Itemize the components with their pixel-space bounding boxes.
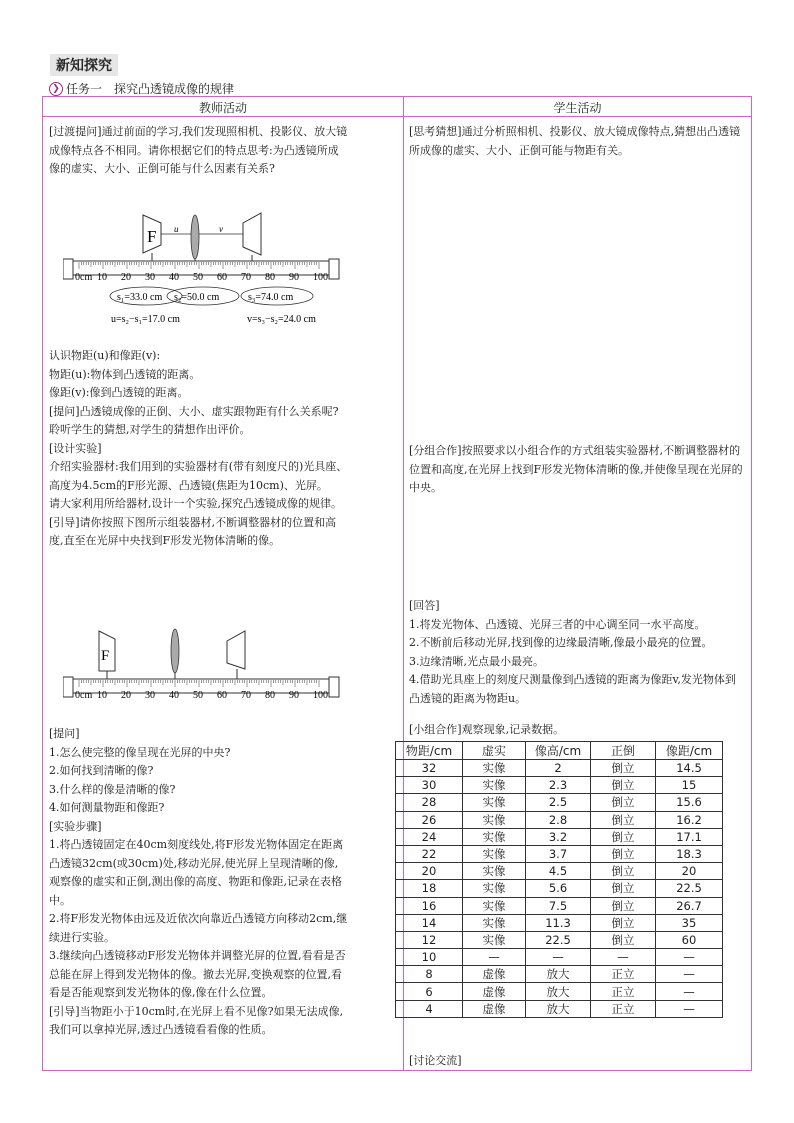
v-label: v [219, 224, 223, 234]
u-label: u [174, 224, 179, 234]
distance-definitions [49, 347, 349, 551]
scale-label: 80 [265, 272, 275, 283]
table-row [396, 897, 723, 914]
table-row [396, 949, 723, 966]
paragraph: 观察现象,记录数据。 [461, 723, 565, 736]
screen-icon [243, 213, 261, 255]
scale-label: 30 [145, 272, 155, 283]
scale-label: 60 [217, 272, 227, 283]
table-cell: 35 [656, 914, 723, 931]
table-cell: 24 [396, 828, 463, 845]
u-equation: u=s₂−s₁=17.0 cm [111, 314, 180, 325]
paragraph: 当物距小于10cm时,在光屏上看不见像?如果无法成像,我们可以拿掉光屏,透过凸透镜看看像的性质。 [49, 1004, 344, 1036]
table-cell: 倒立 [591, 863, 656, 880]
table-cell: 2.3 [526, 777, 591, 794]
header-cell: 像距/cm [656, 742, 723, 760]
header-cell: 物距/cm [396, 742, 463, 760]
table-cell: 20 [396, 863, 463, 880]
table-cell: 2 [526, 760, 591, 777]
scale-label: 0cm [75, 272, 93, 283]
table-cell: 30 [396, 777, 463, 794]
s2-label: s₂=50.0 cm [174, 292, 220, 303]
transition-question [49, 123, 349, 179]
table-cell: 虚像 [463, 983, 526, 1000]
object-letter: F [101, 648, 110, 664]
table-cell: 倒立 [591, 811, 656, 828]
table-cell: 22.5 [526, 931, 591, 948]
tag: [小组合作] [409, 723, 462, 736]
table-cell: 虚像 [463, 1000, 526, 1017]
table-cell: 16.2 [656, 811, 723, 828]
step: 1.将凸透镜固定在40cm刻度线处,将F形发光物体固定在距离凸透镜32cm(或30cm)处,移动光屏,使光屏上呈现清晰的像,观察像的虚实和正倒,测出像的高度、物距和像距,记录在表格中。 [49, 838, 344, 907]
tag: [分组合作] [409, 444, 462, 457]
table-cell: 17.1 [656, 828, 723, 845]
scale-label: 40 [169, 272, 179, 283]
question: 1.怎么使完整的像呈现在光屏的中央? [49, 745, 231, 759]
student-column-header: 学生活动 [553, 101, 602, 115]
tag: [过渡提问] [49, 125, 102, 138]
task-title: 任务一 探究凸透镜成像的规律 [66, 82, 235, 96]
table-cell: — [656, 949, 723, 966]
table-cell: 3.2 [526, 828, 591, 845]
table-cell: 实像 [463, 828, 526, 845]
table-cell: 22 [396, 845, 463, 862]
table-cell: 12 [396, 931, 463, 948]
table-cell: 放大 [526, 966, 591, 983]
table-cell: 26 [396, 811, 463, 828]
questions-and-steps [49, 725, 349, 1040]
table-row [396, 811, 723, 828]
table-cell: 6 [396, 983, 463, 1000]
table-cell: 26.7 [656, 897, 723, 914]
table-cell: 实像 [463, 794, 526, 811]
paragraph: 通过前面的学习,我们发现照相机、投影仪、放大镜成像特点各不相同。请你根据它们的特点思考:为凸透镜所成像的虚实、大小、正倒可能与什么因素有关系? [49, 125, 348, 175]
s1-label: s₁=33.0 cm [117, 292, 163, 303]
paragraph: 按照要求以小组合作的方式组装实验器材,不断调整器材的位置和高度,在光屏上找到F形发光物体清晰的像,并使像呈现在光屏的中央。 [409, 444, 743, 494]
table-cell: 倒立 [591, 828, 656, 845]
question: 4.如何测量物距和像距? [49, 801, 165, 814]
table-cell: 实像 [463, 845, 526, 862]
table-cell: — [656, 966, 723, 983]
table-row [396, 777, 723, 794]
scale-label: 20 [121, 272, 131, 283]
table-cell: 8 [396, 966, 463, 983]
student-guess [409, 123, 745, 160]
table-cell: — [526, 949, 591, 966]
step: 2.将F形发光物体由远及近依次向靠近凸透镜方向移动2cm,继续进行实验。 [49, 912, 348, 944]
header-cell: 正倒 [591, 742, 656, 760]
tag: [实验步骤] [49, 819, 102, 833]
table-cell: 虚像 [463, 966, 526, 983]
chevron-right-icon: ❯ [49, 82, 63, 96]
answer: 3.边缘清晰,光点最小最亮。 [409, 654, 544, 668]
paragraph: 像距(v):像到凸透镜的距离。 [49, 386, 189, 399]
table-cell: 正立 [591, 983, 656, 1000]
table-cell: 倒立 [591, 794, 656, 811]
teacher-column-header: 教师活动 [198, 101, 247, 115]
header-cell: 像高/cm [526, 742, 591, 760]
table-cell: 11.3 [526, 914, 591, 931]
table-cell: 3.7 [526, 845, 591, 862]
table-cell: 放大 [526, 1000, 591, 1017]
table-cell: 20 [656, 863, 723, 880]
table-cell: 实像 [463, 880, 526, 897]
table-cell: 10 [396, 949, 463, 966]
object-letter: F [147, 227, 157, 246]
table-row [396, 914, 723, 931]
table-cell: 60 [656, 931, 723, 948]
paragraph: 介绍实验器材:我们用到的实验器材有(带有刻度尺的)光具座、高度为4.5cm的F形光源、凸透镜(焦距为10cm)、光屏。 [49, 460, 348, 492]
scale-label: 60 [217, 690, 227, 701]
table-cell: — [656, 1000, 723, 1017]
table-row [396, 931, 723, 948]
table-row [396, 880, 723, 897]
table-cell: — [463, 949, 526, 966]
table-cell: 22.5 [656, 880, 723, 897]
table-cell: 5.6 [526, 880, 591, 897]
screen-icon [227, 631, 245, 669]
table-cell: 实像 [463, 897, 526, 914]
scale-label: 10 [97, 690, 107, 701]
scale-label: 40 [169, 690, 179, 701]
tag: [设计实验] [49, 441, 102, 455]
table-cell: 实像 [463, 931, 526, 948]
table-row [396, 863, 723, 880]
table-cell: 4.5 [526, 863, 591, 880]
scale-label: 90 [289, 690, 299, 701]
question: 3.什么样的像是清晰的像? [49, 782, 176, 796]
table-header-row [396, 742, 723, 760]
section-title: 新知探究 [50, 54, 118, 76]
table-cell: 倒立 [591, 897, 656, 914]
table-cell: 倒立 [591, 931, 656, 948]
s3-label: s₃=74.0 cm [248, 292, 294, 303]
table-row [396, 760, 723, 777]
table-cell: 实像 [463, 760, 526, 777]
student-answers [409, 597, 745, 708]
table-cell: 2.5 [526, 794, 591, 811]
table-cell: 28 [396, 794, 463, 811]
table-cell: — [656, 983, 723, 1000]
table-cell: 倒立 [591, 914, 656, 931]
tag: [提问] [49, 404, 80, 418]
scale-label: 50 [193, 690, 203, 701]
paragraph: 凸透镜成像的正倒、大小、虚实跟物距有什么关系呢?聆听学生的猜想,对学生的猜想作出评价。 [49, 404, 339, 436]
answer: 4.借助光具座上的刻度尺测量像到凸透镜的距离为像距v,发光物体到凸透镜的距离为物距u。 [409, 673, 736, 705]
header-cell: 虚实 [463, 742, 526, 760]
tag: [思考猜想] [409, 125, 462, 138]
table-cell: 正立 [591, 966, 656, 983]
student-observe [409, 721, 745, 740]
data-table [395, 741, 723, 1018]
table-row [396, 983, 723, 1000]
scale-label: 100 [313, 690, 328, 701]
tag: [引导] [49, 515, 80, 529]
table-cell: 倒立 [591, 845, 656, 862]
paragraph: 物距(u):物体到凸透镜的距离。 [49, 367, 201, 381]
scale-label: 90 [289, 272, 299, 283]
table-cell: 14 [396, 914, 463, 931]
lens-figure-1 [63, 207, 363, 342]
table-cell: 15.6 [656, 794, 723, 811]
paragraph: 认识物距(u)和像距(v): [49, 349, 161, 362]
table-cell: 实像 [463, 777, 526, 794]
tag: [回答] [409, 599, 440, 612]
table-row [396, 1000, 723, 1017]
task-title-row [49, 80, 234, 97]
lens-figure-2 [63, 627, 363, 715]
table-cell: 14.5 [656, 760, 723, 777]
student-discussion [409, 1052, 745, 1071]
scale-label: 70 [241, 690, 251, 701]
table-cell: 18.3 [656, 845, 723, 862]
v-equation: v=s₃−s₂=24.0 cm [247, 314, 316, 325]
table-cell: 实像 [463, 863, 526, 880]
lesson-table [42, 96, 752, 1071]
table-cell: 4 [396, 1000, 463, 1017]
paragraph: 请你按照下图所示组装器材,不断调整器材的位置和高度,直至在光屏中央找到F形发光物体清晰的像。 [49, 515, 337, 547]
table-cell: 32 [396, 760, 463, 777]
lens-icon [171, 629, 179, 673]
table-row [396, 845, 723, 862]
scale-label: 80 [265, 690, 275, 701]
scale-label: 50 [193, 272, 203, 283]
table-cell: 倒立 [591, 760, 656, 777]
paragraph: 请大家利用所给器材,设计一个实验,探究凸透镜成像的规律。 [49, 497, 342, 510]
header-divider [43, 116, 751, 117]
paragraph: 通过分析照相机、投影仪、放大镜成像特点,猜想出凸透镜所成像的虚实、大小、正倒可能与物距有关。 [409, 125, 741, 157]
scale-label: 30 [145, 690, 155, 701]
table-cell: — [591, 949, 656, 966]
table-cell: 放大 [526, 983, 591, 1000]
tag: [提问] [49, 727, 80, 740]
table-cell: 15 [656, 777, 723, 794]
answer: 2.不断前后移动光屏,找到像的边缘最清晰,像最小最亮的位置。 [409, 636, 713, 649]
tag: [讨论交流] [409, 1054, 462, 1067]
table-cell: 7.5 [526, 897, 591, 914]
table-cell: 倒立 [591, 777, 656, 794]
scale-label: 0cm [75, 690, 93, 701]
answer: 1.将发光物体、凸透镜、光屏三者的中心调至同一水平高度。 [409, 617, 706, 631]
scale-label: 100 [313, 272, 328, 283]
table-row [396, 966, 723, 983]
table-cell: 倒立 [591, 880, 656, 897]
table-cell: 正立 [591, 1000, 656, 1017]
table-cell: 18 [396, 880, 463, 897]
question: 2.如何找到清晰的像? [49, 764, 154, 777]
scale-label: 20 [121, 690, 131, 701]
tag: [引导] [49, 1004, 80, 1018]
table-cell: 实像 [463, 914, 526, 931]
step: 3.继续向凸透镜移动F形发光物体并调整光屏的位置,看看是否总能在屏上得到发光物体的像。撤去光屏,变换观察的位置,看看是否能观察到发光物体的像,像在什么位置。 [49, 949, 346, 999]
table-row [396, 828, 723, 845]
scale-label: 70 [241, 272, 251, 283]
table-cell: 2.8 [526, 811, 591, 828]
table-cell: 实像 [463, 811, 526, 828]
student-group-work [409, 442, 745, 498]
table-cell: 16 [396, 897, 463, 914]
scale-label: 10 [97, 272, 107, 283]
table-row [396, 794, 723, 811]
lens-icon [191, 215, 199, 259]
